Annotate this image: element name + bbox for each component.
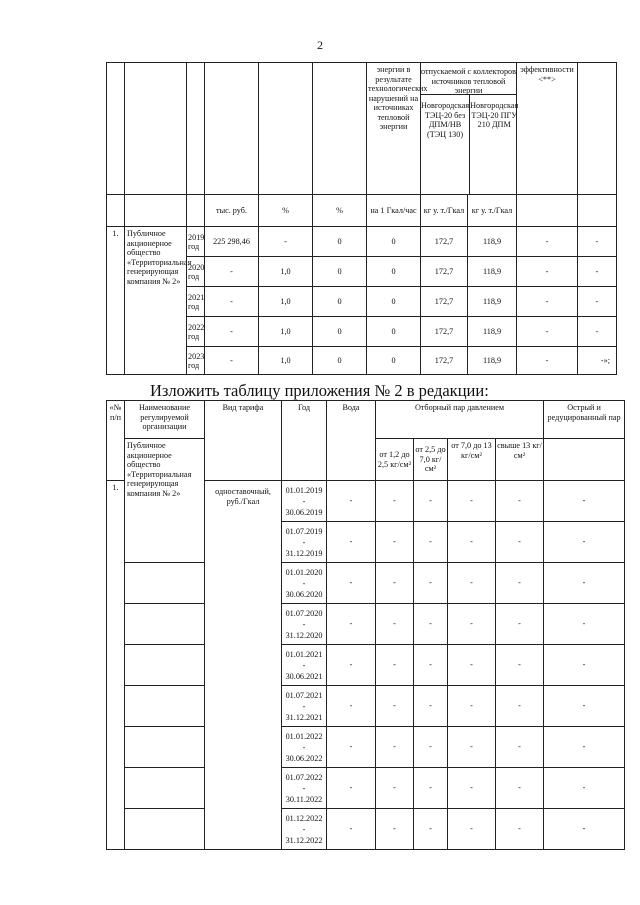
period-sep: - (302, 701, 306, 711)
value-cell: - (327, 522, 376, 563)
value-cell: - (578, 317, 617, 347)
header-cell-pct-a (259, 63, 313, 195)
value-cell: 0 (313, 227, 367, 257)
header-pressure-2: от 2,5 до 7,0 кг/см² (414, 439, 448, 481)
value-cell: - (544, 563, 625, 604)
header-pressure-3: от 7,0 до 13 кг/см² (448, 439, 496, 481)
header-acute-empty (544, 439, 625, 481)
table-row (107, 686, 625, 727)
header-efficiency: эффективности <**> (517, 63, 578, 195)
header-cell-last (578, 63, 617, 195)
value-cell: - (414, 563, 448, 604)
org-empty (125, 686, 205, 727)
value-cell: - (327, 481, 376, 522)
value-cell: 0 (313, 287, 367, 317)
period-sep: - (302, 619, 306, 629)
value-cell: 1,0 (259, 317, 313, 347)
row-number: 1. (107, 481, 125, 850)
year-cell: 2023 год (187, 347, 205, 375)
value-cell: - (448, 563, 496, 604)
table-row (107, 809, 625, 850)
value-cell: - (544, 645, 625, 686)
period-sep: - (302, 537, 306, 547)
header-water: Вода (327, 401, 376, 481)
header-cell-cost (205, 63, 259, 195)
value-cell: 118,9 (468, 317, 517, 347)
value-cell: - (448, 727, 496, 768)
org-name: Публичное акционерное общество «Территориальная генерирующая компания № 2» (125, 439, 205, 563)
period-to: 31.12.2019 (285, 548, 323, 558)
table-row (107, 563, 625, 604)
value-cell: 0 (367, 317, 421, 347)
table-row (107, 768, 625, 809)
header-steam: Отборный пар давлением (376, 401, 544, 439)
table-row (107, 645, 625, 686)
org-empty (125, 809, 205, 850)
header-cell-num (107, 63, 125, 195)
header-losses: энергии в результате технологических нарушений на источниках тепловой энергии (367, 63, 421, 195)
table-row (107, 727, 625, 768)
org-empty (125, 563, 205, 604)
value-cell: - (544, 727, 625, 768)
period-sep: - (302, 742, 306, 752)
period-from: 01.01.2019 (285, 485, 323, 495)
value-cell: - (578, 287, 617, 317)
value-cell: - (496, 604, 544, 645)
period-to: 30.06.2021 (285, 671, 323, 681)
value-cell: - (517, 287, 578, 317)
org-empty (125, 604, 205, 645)
period-to: 31.12.2020 (285, 630, 323, 640)
period-from: 01.01.2022 (285, 731, 323, 741)
period-to: 31.12.2021 (285, 712, 323, 722)
value-cell: - (517, 257, 578, 287)
period-to: 30.06.2022 (285, 753, 323, 763)
period-sep: - (302, 496, 306, 506)
period-from: 01.07.2021 (285, 690, 323, 700)
header-year: Год (282, 401, 327, 481)
unit-cost: тыс. руб. (205, 195, 259, 227)
value-cell: - (376, 686, 414, 727)
unit-losses: на 1 Гкал/час (367, 195, 421, 227)
org-empty (125, 645, 205, 686)
period-sep: - (302, 660, 306, 670)
value-cell: - (496, 727, 544, 768)
value-cell: - (414, 604, 448, 645)
value-cell: - (205, 287, 259, 317)
header-pressure-4: свыше 13 кг/см² (496, 439, 544, 481)
value-cell: 0 (313, 257, 367, 287)
value-cell: - (414, 768, 448, 809)
value-cell: - (517, 347, 578, 375)
units-cell (578, 195, 617, 227)
period-from: 01.01.2021 (285, 649, 323, 659)
value-cell: - (496, 481, 544, 522)
value-cell: 172,7 (421, 257, 468, 287)
value-cell: - (448, 686, 496, 727)
period-cell (282, 645, 327, 686)
value-cell: - (376, 481, 414, 522)
period-to: 30.06.2020 (285, 589, 323, 599)
period-to: 30.11.2022 (285, 794, 323, 804)
units-cell (107, 195, 125, 227)
value-cell: - (205, 317, 259, 347)
value-cell: - (517, 317, 578, 347)
units-cell (125, 195, 187, 227)
value-cell: - (414, 481, 448, 522)
period-cell (282, 809, 327, 850)
value-cell: 0 (367, 287, 421, 317)
unit-fuel-a: кг у. т./Гкал (421, 195, 468, 227)
section-heading: Изложить таблицу приложения № 2 в редакции: (150, 381, 489, 400)
period-from: 01.01.2020 (285, 567, 323, 577)
header-tariff: Вид тарифа (205, 401, 282, 481)
value-cell: 118,9 (468, 347, 517, 375)
value-cell: 225 298,46 (205, 227, 259, 257)
value-cell: - (205, 257, 259, 287)
units-cell (517, 195, 578, 227)
period-cell (282, 481, 327, 522)
value-cell: - (259, 227, 313, 257)
value-cell: - (544, 768, 625, 809)
table-row (107, 227, 617, 257)
value-cell: - (414, 522, 448, 563)
value-cell: - (448, 481, 496, 522)
period-cell (282, 604, 327, 645)
period-from: 01.12.2022 (285, 813, 323, 823)
value-cell: - (448, 604, 496, 645)
value-cell: - (496, 563, 544, 604)
period-cell (282, 563, 327, 604)
value-cell: - (327, 604, 376, 645)
value-cell: 118,9 (468, 287, 517, 317)
value-cell: - (376, 563, 414, 604)
value-cell: - (544, 604, 625, 645)
period-to: 30.06.2019 (285, 507, 323, 517)
header-cell-org (125, 63, 187, 195)
period-cell (282, 522, 327, 563)
value-cell: - (578, 227, 617, 257)
value-cell: - (327, 645, 376, 686)
value-cell: - (327, 768, 376, 809)
unit-pct-a: % (259, 195, 313, 227)
value-cell: - (376, 645, 414, 686)
header-pressure-1: от 1,2 до 2,5 кг/см² (376, 439, 414, 481)
header-num: «№ п/п (107, 401, 125, 481)
value-cell: 172,7 (421, 347, 468, 375)
value-cell: 172,7 (421, 317, 468, 347)
value-cell: 1,0 (259, 257, 313, 287)
value-cell: 0 (367, 257, 421, 287)
value-cell: - (578, 257, 617, 287)
period-cell (282, 727, 327, 768)
value-cell: -»; (578, 347, 617, 375)
period-cell (282, 768, 327, 809)
page-number: 2 (317, 38, 323, 52)
value-cell: - (414, 686, 448, 727)
value-cell: - (376, 768, 414, 809)
value-cell: - (327, 686, 376, 727)
header-sub-tec130: Новгородская ТЭЦ-20 без ДПМ/НВ (ТЭЦ 130) (421, 95, 470, 194)
period-sep: - (302, 824, 306, 834)
value-cell: - (376, 809, 414, 850)
value-cell: - (414, 727, 448, 768)
row-number: 1. (107, 227, 125, 375)
value-cell: 1,0 (259, 347, 313, 375)
header-org-name: Наименование регулируемой организации (125, 401, 205, 439)
period-to: 31.12.2022 (285, 835, 323, 845)
header-released: отпускаемой с коллекторов источников тепловой энергии (421, 63, 516, 95)
value-cell: - (496, 768, 544, 809)
header-cell-year (187, 63, 205, 195)
period-from: 01.07.2022 (285, 772, 323, 782)
value-cell: - (327, 563, 376, 604)
value-cell: 172,7 (421, 287, 468, 317)
org-name: Публичное акционерное общество «Территориальная генерирующая компания № 2» (125, 227, 187, 375)
value-cell: - (544, 809, 625, 850)
value-cell: - (376, 727, 414, 768)
period-sep: - (302, 578, 306, 588)
unit-fuel-b: кг у. т./Гкал (468, 195, 517, 227)
period-cell (282, 686, 327, 727)
header-sub-pgu210: Новгородская ТЭЦ-20 ПГУ 210 ДПМ (470, 101, 519, 129)
year-cell: 2020 год (187, 257, 205, 287)
units-cell (187, 195, 205, 227)
header-cell-pct-b (313, 63, 367, 195)
value-cell: 0 (367, 227, 421, 257)
value-cell: - (448, 809, 496, 850)
value-cell: - (544, 686, 625, 727)
value-cell: - (376, 522, 414, 563)
year-cell: 2022 год (187, 317, 205, 347)
period-sep: - (302, 783, 306, 793)
value-cell: 1,0 (259, 287, 313, 317)
header-released-group (421, 63, 517, 195)
value-cell: - (496, 809, 544, 850)
value-cell: - (496, 686, 544, 727)
unit-pct-b: % (313, 195, 367, 227)
value-cell: 118,9 (468, 257, 517, 287)
org-empty (125, 768, 205, 809)
value-cell: - (414, 809, 448, 850)
continuation-table (106, 62, 617, 375)
tariff-type: одноставочный, руб./Гкал (205, 481, 282, 850)
value-cell: 0 (313, 317, 367, 347)
table-row (107, 604, 625, 645)
period-from: 01.07.2019 (285, 526, 323, 536)
org-empty (125, 727, 205, 768)
period-from: 01.07.2020 (285, 608, 323, 618)
value-cell: - (376, 604, 414, 645)
value-cell: 0 (367, 347, 421, 375)
value-cell: - (327, 809, 376, 850)
year-cell: 2021 год (187, 287, 205, 317)
value-cell: 0 (313, 347, 367, 375)
value-cell: 118,9 (468, 227, 517, 257)
value-cell: - (448, 522, 496, 563)
year-cell: 2019 год (187, 227, 205, 257)
appendix2-table (106, 400, 625, 850)
value-cell: 172,7 (421, 227, 468, 257)
value-cell: - (544, 522, 625, 563)
value-cell: - (448, 768, 496, 809)
value-cell: - (544, 481, 625, 522)
value-cell: - (517, 227, 578, 257)
value-cell: - (414, 645, 448, 686)
value-cell: - (496, 522, 544, 563)
value-cell: - (448, 645, 496, 686)
value-cell: - (205, 347, 259, 375)
header-acute-steam: Острый и редуцированный пар (544, 401, 625, 439)
value-cell: - (496, 645, 544, 686)
value-cell: - (327, 727, 376, 768)
